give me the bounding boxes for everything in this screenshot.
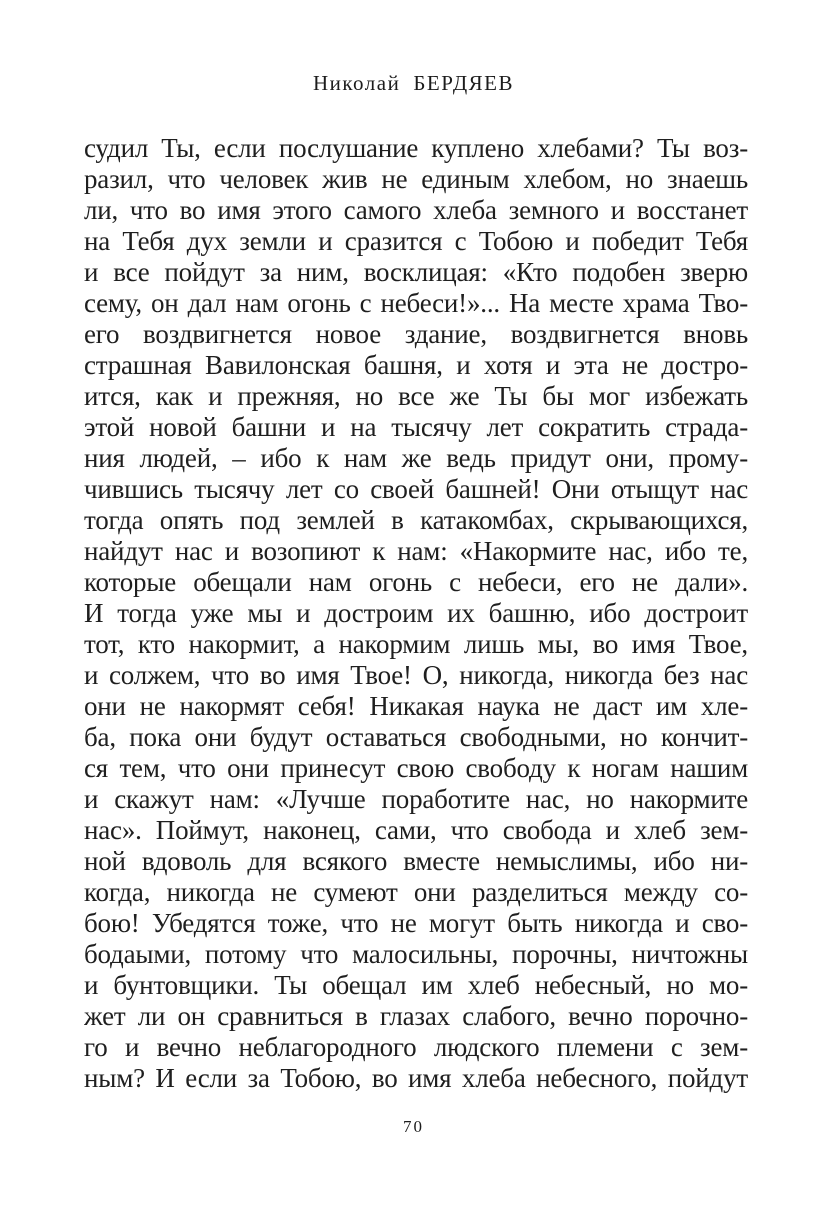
text-line: и скажут нам: «Лучше поработите нас, но накормите — [84, 784, 748, 814]
text-line: страшная Вавилонская башня, и хотя и эта не достро- — [84, 350, 748, 380]
text-line: нас». Поймут, наконец, сами, что свобода и хлеб зем- — [84, 815, 748, 845]
text-line: И тогда уже мы и достроим их башню, ибо достроит — [84, 598, 748, 628]
author-first-name: Николай — [313, 71, 401, 95]
text-line: которые обещали нам огонь с небеси, его не дали». — [84, 567, 748, 597]
page-header — [0, 70, 827, 96]
text-line: и бунтовщики. Ты обещал им хлеб небесный, но мо- — [84, 970, 748, 1000]
page-number: 70 — [403, 1117, 424, 1136]
author-last-name: БЕРДЯЕВ — [413, 71, 514, 95]
text-line: сему, он дал нам огонь с небеси!»... На месте храма Тво- — [84, 288, 748, 318]
text-line: этой новой башни и на тысячу лет сократить страда- — [84, 412, 748, 442]
text-line: ся тем, что они принесут свою свободу к ногам нашим — [84, 753, 748, 783]
text-line: и все пойдут за ним, восклицая: «Кто подобен зверю — [84, 257, 748, 287]
text-line: го и вечно неблагородного людского племени с зем- — [84, 1032, 748, 1062]
text-line: ной вдоволь для всякого вместе немыслимы, ибо ни- — [84, 846, 748, 876]
text-line: бою! Убедятся тоже, что не могут быть никогда и сво- — [84, 908, 748, 938]
text-line: тот, кто накормит, а накормим лишь мы, во имя Твое, — [84, 629, 748, 659]
text-line: ится, как и прежняя, но все же Ты бы мог избежать — [84, 381, 748, 411]
text-line: его воздвигнется новое здание, воздвигнется вновь — [84, 319, 748, 349]
text-line: тогда опять под землей в катакомбах, скрывающихся, — [84, 505, 748, 535]
text-line: найдут нас и возопиют к нам: «Накормите нас, ибо те, — [84, 536, 748, 566]
body-text-block — [84, 133, 748, 1094]
text-line: и солжем, что во имя Твое! О, никогда, никогда без нас — [84, 660, 748, 690]
text-line: ным? И если за Тобою, во имя хлеба небесного, пойдут — [84, 1063, 748, 1093]
text-line: разил, что человек жив не единым хлебом, но знаешь — [84, 164, 748, 194]
text-line: ния людей, – ибо к нам же ведь придут они, прому- — [84, 443, 748, 473]
text-line: чившись тысячу лет со своей башней! Они отыщут нас — [84, 474, 748, 504]
text-line: ба, пока они будут оставаться свободными, но кончит- — [84, 722, 748, 752]
text-line: они не накормят себя! Никакая наука не даст им хле- — [84, 691, 748, 721]
text-line: жет ли он сравниться в глазах слабого, вечно порочно- — [84, 1001, 748, 1031]
text-line: когда, никогда не сумеют они разделиться между со- — [84, 877, 748, 907]
text-line: ли, что во имя этого самого хлеба земного и восстанет — [84, 195, 748, 225]
text-line: на Тебя дух земли и сразится с Тобою и победит Тебя — [84, 226, 748, 256]
text-line: судил Ты, если послушание куплено хлебами? Ты воз- — [84, 133, 748, 163]
text-line: бодаыми, потому что малосильны, порочны, ничтожны — [84, 939, 748, 969]
